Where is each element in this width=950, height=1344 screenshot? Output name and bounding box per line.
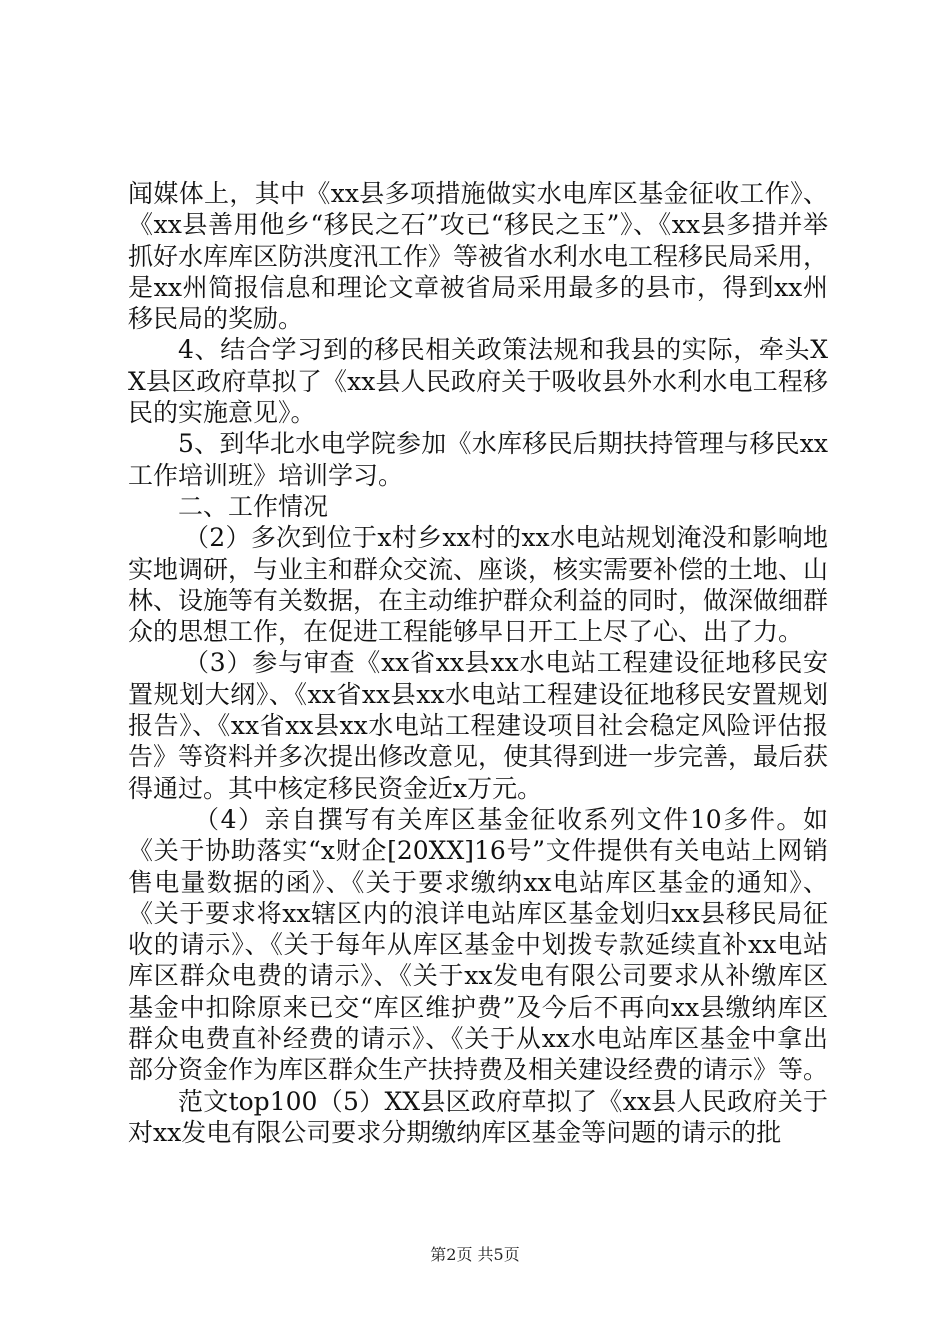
paragraph-item-4: 4、结合学习到的移民相关政策法规和我县的实际，牵头XX县区政府草拟了《xx县人民政府关于吸收县外水利水电工程移民的实施意见》。: [128, 335, 828, 428]
document-body: [128, 178, 828, 1148]
paragraph-item-3: （3）参与审查《xx省xx县xx水电站工程建设征地移民安置规划大纲》、《xx省xx县xx水电站工程建设征地移民安置规划报告》、《xx省xx县xx水电站工程建设项目社会稳定风险评估报告》等资料并多次提出修改意见，使其得到进一步完善，最后获得通过。其中核定移民资金近x万元。: [128, 648, 829, 803]
paragraph-item-4-documents: （4）亲自撰写有关库区基金征收系列文件10多件。如《关于协助落实“x财企[20XX]16号”文件提供有关电站上网销售电量数据的函》、《关于要求缴纳xx电站库区基金的通知》、《关于要求将xx辖区内的浪详电站库区基金划归xx县移民局征收的请示》、《关于每年从库区基金中划拨专款延续直补xx电站库区群众电费的请示》、《关于xx发电有限公司要求从补缴库区基金中扣除原来已交“库区维护费”及今后不再向xx县缴纳库区群众电费直补经费的请示》、《关于从xx水电站库区基金中拿出部分资金作为库区群众生产扶持费及相关建设经费的请示》等。: [128, 804, 829, 1085]
page-number-footer: 第2页 共5页: [430, 1245, 520, 1264]
paragraph-item-5-draft: 范文top100（5）XX县区政府草拟了《xx县人民政府关于对xx发电有限公司要求分期缴纳库区基金等问题的请示的批: [128, 1086, 828, 1147]
paragraph-media-reports: 闻媒体上，其中《xx县多项措施做实水电库区基金征收工作》、《xx县善用他乡“移民之石”攻已“移民之玉”》、《xx县多措并举抓好水库库区防洪度汛工作》等被省水利水电工程移民局采用，是xx州简报信息和理论文章被省局采用最多的县市，得到xx州移民局的奖励。: [128, 179, 829, 334]
paragraph-item-5: 5、到华北水电学院参加《水库移民后期扶持管理与移民xx工作培训班》培训学习。: [128, 429, 828, 490]
section-heading-work-situation: 二、工作情况: [178, 491, 329, 521]
paragraph-item-2: （2）多次到位于x村乡xx村的xx水电站规划淹没和影响地实地调研，与业主和群众交流、座谈，核实需要补偿的土地、山林、设施等有关数据，在主动维护群众利益的同时，做深做细群众的思想工作，在促进工程能够早日开工上尽了心、出了力。: [128, 523, 829, 647]
